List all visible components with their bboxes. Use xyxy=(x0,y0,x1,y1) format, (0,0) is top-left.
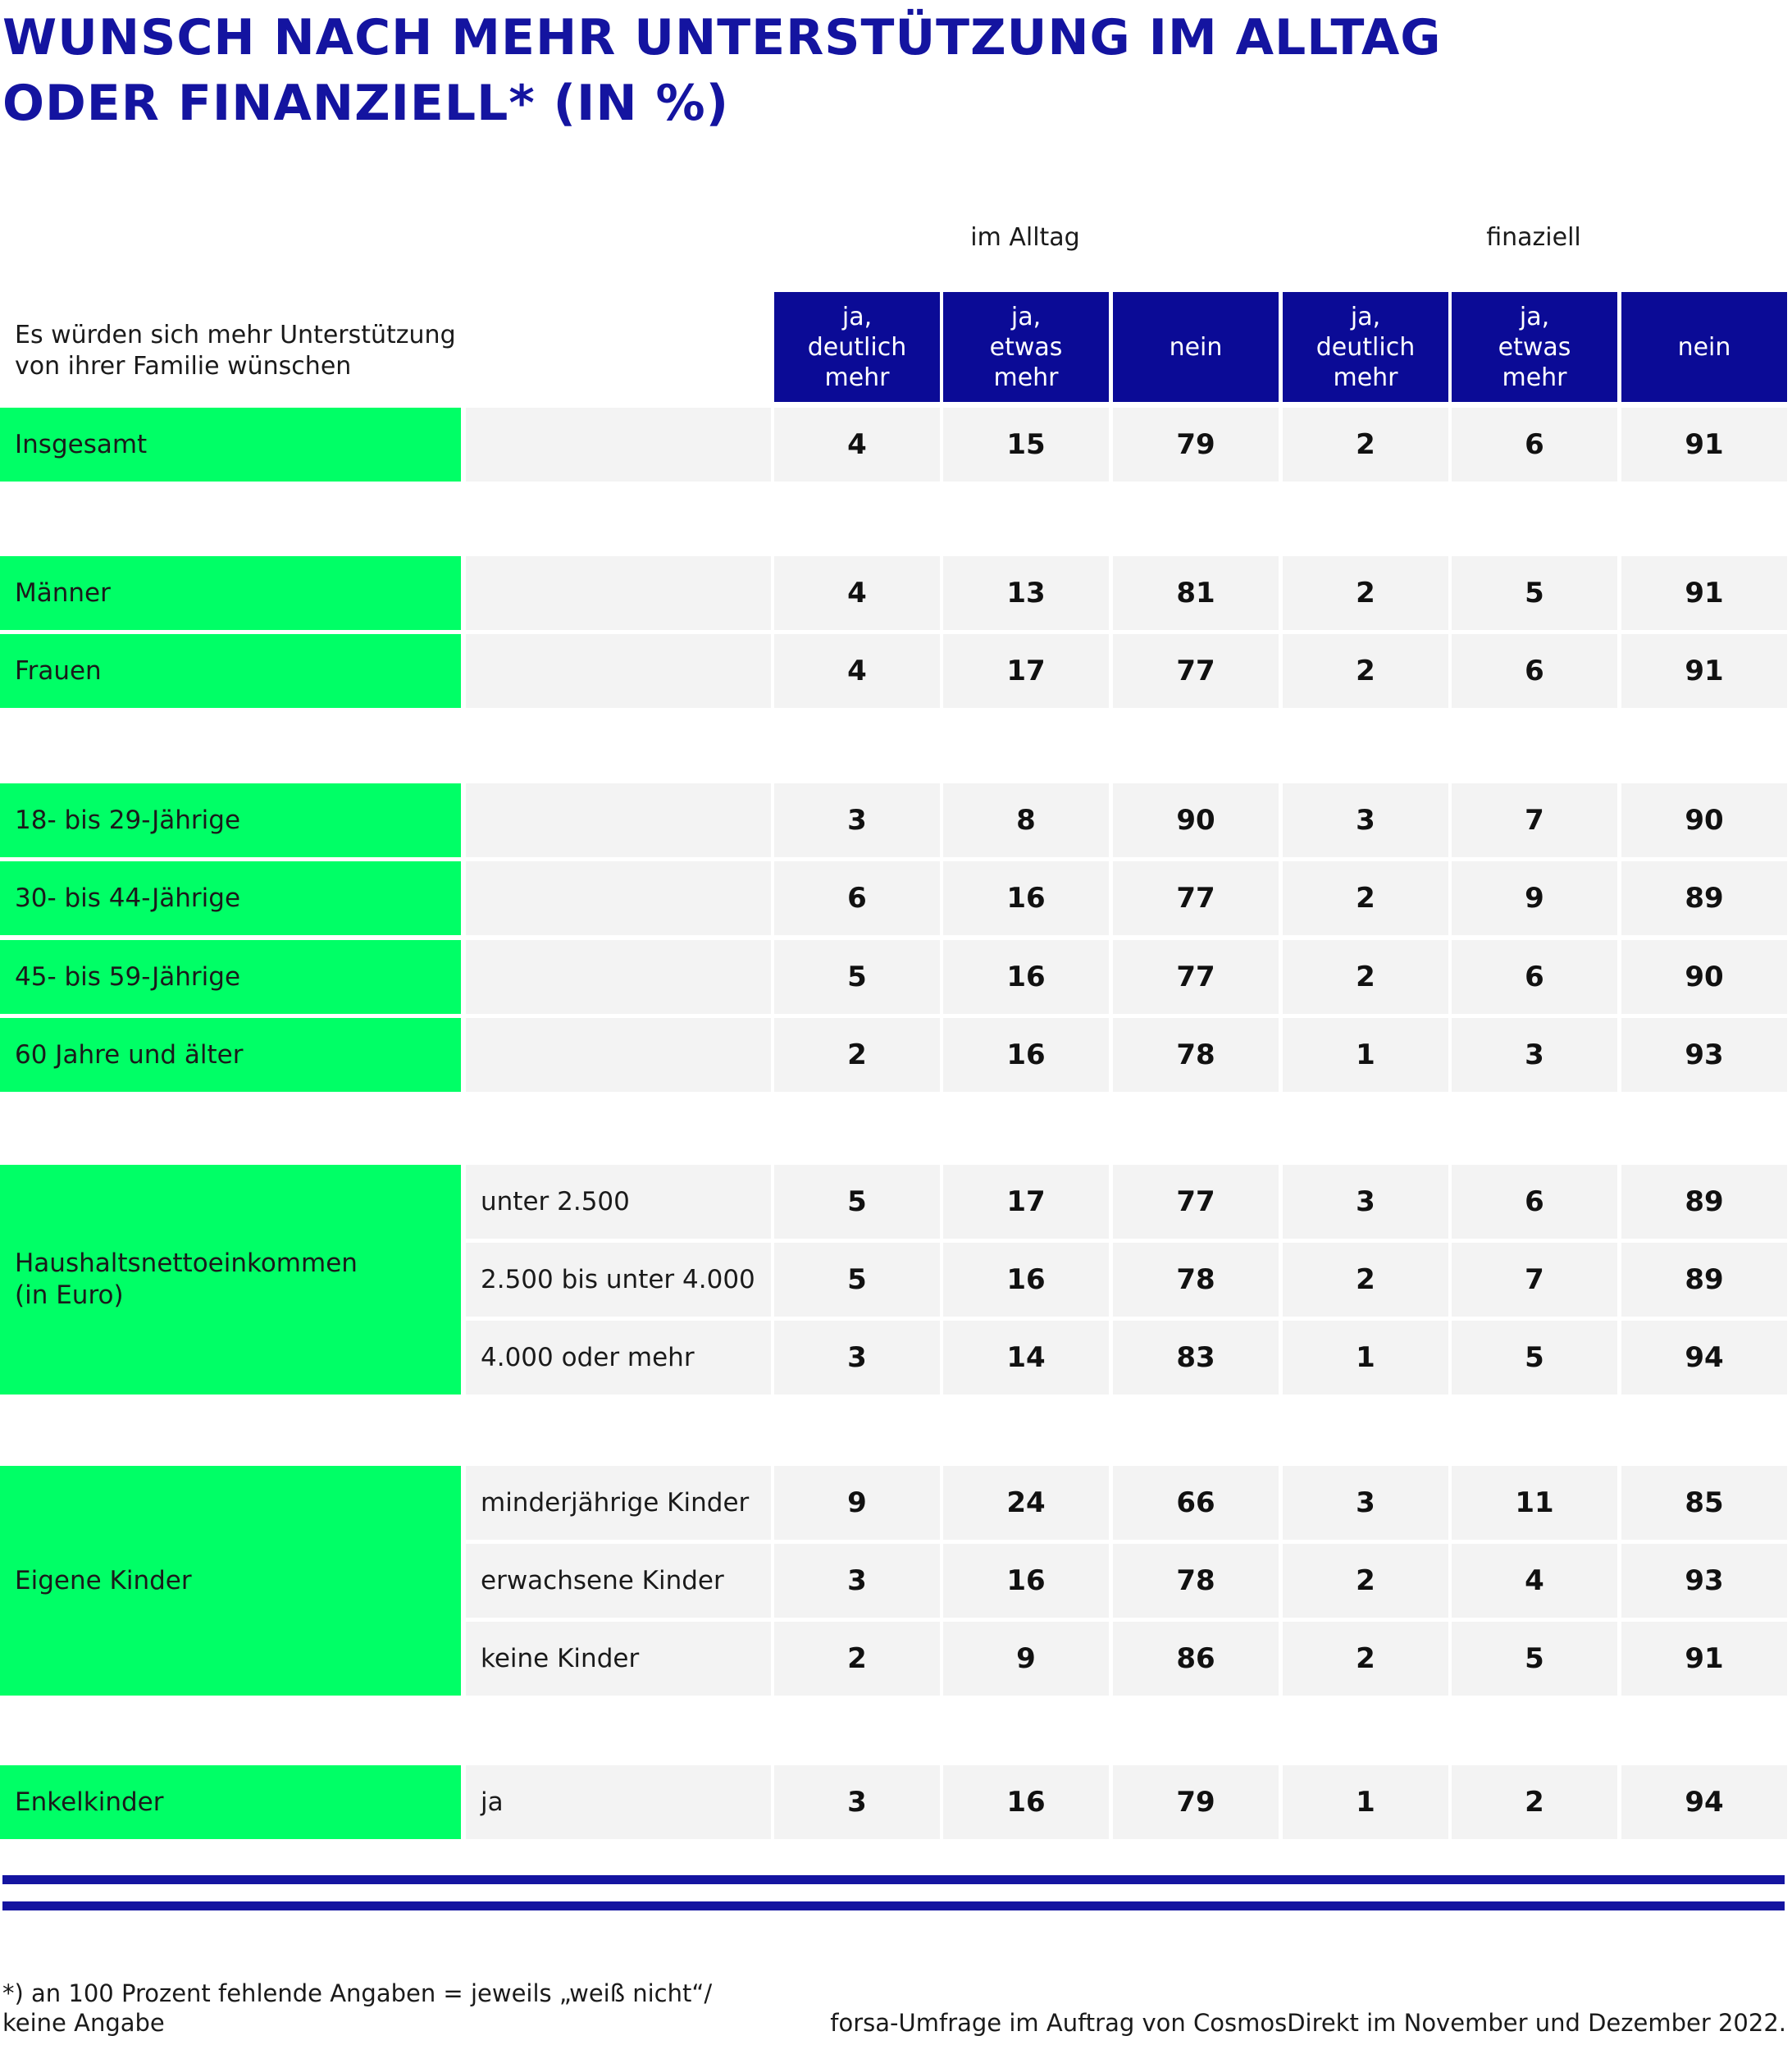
row-label-text: Frauen xyxy=(15,655,102,686)
data-cell: 77 xyxy=(1113,940,1279,1014)
data-cell: 2 xyxy=(1283,940,1448,1014)
data-cell: 3 xyxy=(774,1321,940,1395)
data-cell: 2 xyxy=(1283,556,1448,630)
column-header-label: ja, deutlich mehr xyxy=(1316,302,1416,392)
column-header xyxy=(774,292,940,402)
row-sublabel: ja xyxy=(466,1765,771,1839)
data-cell: 16 xyxy=(943,1243,1109,1317)
data-cell: 14 xyxy=(943,1321,1109,1395)
data-cell: 2 xyxy=(1283,634,1448,708)
row-label xyxy=(0,861,461,935)
row-sublabel: unter 2.500 xyxy=(466,1165,771,1239)
data-cell: 83 xyxy=(1113,1321,1279,1395)
footnote-line-1: *) an 100 Prozent fehlende Angaben = jeweils „weiß nicht“/ xyxy=(2,1979,713,2007)
data-cell: 3 xyxy=(774,783,940,857)
source-note: forsa-Umfrage im Auftrag von CosmosDirekt im November und Dezember 2022. xyxy=(830,2009,1786,2037)
row-sublabel xyxy=(466,556,771,630)
data-cell: 89 xyxy=(1621,1165,1787,1239)
row-sublabel: 2.500 bis unter 4.000 xyxy=(466,1243,771,1317)
row-label xyxy=(0,1165,461,1395)
data-cell: 89 xyxy=(1621,861,1787,935)
data-cell: 16 xyxy=(943,1018,1109,1092)
row-label-text: 30- bis 44-Jährige xyxy=(15,883,241,913)
data-cell: 6 xyxy=(1452,1165,1617,1239)
row-label xyxy=(0,1018,461,1092)
data-cell: 89 xyxy=(1621,1243,1787,1317)
data-cell: 91 xyxy=(1621,556,1787,630)
data-cell: 6 xyxy=(1452,408,1617,482)
data-cell: 2 xyxy=(1283,1622,1448,1696)
data-cell: 90 xyxy=(1113,783,1279,857)
data-cell: 94 xyxy=(1621,1765,1787,1839)
column-header-label: nein xyxy=(1677,332,1731,362)
column-header xyxy=(1283,292,1448,402)
data-cell: 9 xyxy=(1452,861,1617,935)
column-header-label: ja, etwas mehr xyxy=(989,302,1063,392)
data-cell: 5 xyxy=(774,940,940,1014)
data-cell: 9 xyxy=(943,1622,1109,1696)
row-sublabel xyxy=(466,408,771,482)
data-cell: 2 xyxy=(774,1018,940,1092)
column-header xyxy=(1113,292,1279,402)
data-cell: 1 xyxy=(1283,1018,1448,1092)
data-cell: 77 xyxy=(1113,1165,1279,1239)
data-cell: 7 xyxy=(1452,1243,1617,1317)
data-cell: 66 xyxy=(1113,1466,1279,1540)
data-cell: 4 xyxy=(1452,1544,1617,1618)
data-cell: 2 xyxy=(1283,861,1448,935)
row-sublabel xyxy=(466,940,771,1014)
data-cell: 11 xyxy=(1452,1466,1617,1540)
data-cell: 16 xyxy=(943,940,1109,1014)
column-header-label: ja, deutlich mehr xyxy=(807,302,907,392)
row-sublabel: minderjährige Kinder xyxy=(466,1466,771,1540)
footnote-line-2: keine Angabe xyxy=(2,2009,165,2037)
row-sublabel: erwachsene Kinder xyxy=(466,1544,771,1618)
page-title-line-2: ODER FINANZIELL* (IN %) xyxy=(2,75,729,132)
data-cell: 3 xyxy=(1283,1466,1448,1540)
data-cell: 6 xyxy=(1452,634,1617,708)
data-cell: 93 xyxy=(1621,1018,1787,1092)
data-cell: 1 xyxy=(1283,1765,1448,1839)
data-cell: 1 xyxy=(1283,1321,1448,1395)
row-sublabel: 4.000 oder mehr xyxy=(466,1321,771,1395)
group-header-finanziell: finaziell xyxy=(1486,223,1581,252)
column-header xyxy=(1452,292,1617,402)
data-cell: 5 xyxy=(774,1165,940,1239)
data-cell: 24 xyxy=(943,1466,1109,1540)
data-cell: 7 xyxy=(1452,783,1617,857)
data-cell: 85 xyxy=(1621,1466,1787,1540)
column-header xyxy=(943,292,1109,402)
data-cell: 6 xyxy=(774,861,940,935)
data-cell: 4 xyxy=(774,408,940,482)
row-label-text: 18- bis 29-Jährige xyxy=(15,805,241,835)
data-cell: 90 xyxy=(1621,940,1787,1014)
data-cell: 77 xyxy=(1113,861,1279,935)
data-cell: 77 xyxy=(1113,634,1279,708)
data-cell: 78 xyxy=(1113,1544,1279,1618)
data-cell: 81 xyxy=(1113,556,1279,630)
divider-rule-bottom xyxy=(2,1901,1785,1910)
row-label-text: Eigene Kinder xyxy=(15,1565,192,1595)
data-cell: 3 xyxy=(774,1765,940,1839)
data-cell: 91 xyxy=(1621,634,1787,708)
row-label-text: Enkelkinder xyxy=(15,1787,164,1817)
data-cell: 78 xyxy=(1113,1018,1279,1092)
data-cell: 17 xyxy=(943,634,1109,708)
data-cell: 93 xyxy=(1621,1544,1787,1618)
question-line-2: von ihrer Familie wünschen xyxy=(15,352,352,381)
question-line-1: Es würden sich mehr Unterstützung xyxy=(15,321,456,349)
row-sublabel xyxy=(466,861,771,935)
data-cell: 78 xyxy=(1113,1243,1279,1317)
data-cell: 2 xyxy=(1283,1544,1448,1618)
data-cell: 94 xyxy=(1621,1321,1787,1395)
data-cell: 5 xyxy=(774,1243,940,1317)
data-cell: 2 xyxy=(1283,1243,1448,1317)
data-cell: 17 xyxy=(943,1165,1109,1239)
data-cell: 5 xyxy=(1452,556,1617,630)
data-cell: 16 xyxy=(943,861,1109,935)
row-label xyxy=(0,940,461,1014)
data-cell: 91 xyxy=(1621,1622,1787,1696)
page-title xyxy=(2,5,1442,136)
data-cell: 3 xyxy=(1283,1165,1448,1239)
data-cell: 4 xyxy=(774,634,940,708)
row-label xyxy=(0,556,461,630)
data-cell: 9 xyxy=(774,1466,940,1540)
column-header-label: ja, etwas mehr xyxy=(1498,302,1571,392)
column-header xyxy=(1621,292,1787,402)
data-cell: 15 xyxy=(943,408,1109,482)
data-cell: 91 xyxy=(1621,408,1787,482)
footnote xyxy=(2,1979,712,2038)
data-cell: 2 xyxy=(774,1622,940,1696)
data-cell: 3 xyxy=(1283,783,1448,857)
row-sublabel xyxy=(466,1018,771,1092)
data-cell: 5 xyxy=(1452,1622,1617,1696)
row-label-text: Haushaltsnettoeinkommen (in Euro) xyxy=(15,1248,358,1310)
data-cell: 4 xyxy=(774,556,940,630)
question-label xyxy=(15,320,458,382)
row-sublabel xyxy=(466,634,771,708)
data-cell: 86 xyxy=(1113,1622,1279,1696)
column-header-label: nein xyxy=(1169,332,1223,362)
data-cell: 5 xyxy=(1452,1321,1617,1395)
data-cell: 79 xyxy=(1113,408,1279,482)
page-title-line-1: WUNSCH NACH MEHR UNTERSTÜTZUNG IM ALLTAG xyxy=(2,9,1442,66)
row-label-text: Insgesamt xyxy=(15,429,148,459)
row-label xyxy=(0,1466,461,1696)
data-cell: 3 xyxy=(1452,1018,1617,1092)
row-sublabel: keine Kinder xyxy=(466,1622,771,1696)
row-label-text: 45- bis 59-Jährige xyxy=(15,961,241,992)
data-cell: 90 xyxy=(1621,783,1787,857)
group-header-alltag: im Alltag xyxy=(970,223,1080,252)
row-label xyxy=(0,408,461,482)
row-label xyxy=(0,1765,461,1839)
data-cell: 13 xyxy=(943,556,1109,630)
data-cell: 2 xyxy=(1452,1765,1617,1839)
data-cell: 6 xyxy=(1452,940,1617,1014)
row-label-text: Männer xyxy=(15,577,111,608)
data-cell: 79 xyxy=(1113,1765,1279,1839)
data-cell: 16 xyxy=(943,1765,1109,1839)
divider-rule-top xyxy=(2,1875,1785,1884)
data-cell: 2 xyxy=(1283,408,1448,482)
data-cell: 16 xyxy=(943,1544,1109,1618)
row-label xyxy=(0,783,461,857)
row-label-text: 60 Jahre und älter xyxy=(15,1039,244,1070)
data-cell: 3 xyxy=(774,1544,940,1618)
row-sublabel xyxy=(466,783,771,857)
data-cell: 8 xyxy=(943,783,1109,857)
row-label xyxy=(0,634,461,708)
